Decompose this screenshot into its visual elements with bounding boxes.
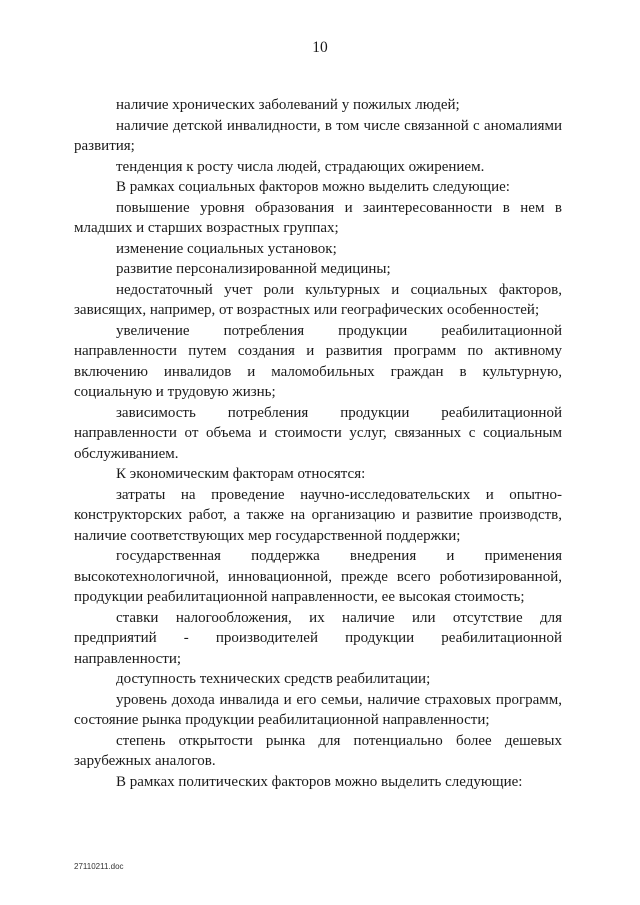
paragraph: В рамках социальных факторов можно выделить следующие: [116,179,510,195]
paragraph: увеличение потребления продукции реабилитационной направленности путем создания и развития программ по активному включению инвалидов и маломобильных граждан в культурную, социальную и трудовую жизнь; [74,322,562,400]
paragraph: изменение социальных установок; [116,240,337,257]
paragraph: затраты на проведение научно-исследовательских и опытно-конструкторских работ, а также на организацию и развитие производств, наличие соответствующих мер государственной поддержки; [74,486,562,544]
paragraph: В рамках политических факторов можно выделить следующие: [116,773,523,790]
paragraph: степень открытости рынка для потенциально более дешевых зарубежных аналогов. [74,732,562,769]
paragraph: недостаточный учет роли культурных и социальных факторов, зависящих, например, от возрастных или географических особенностей; [74,281,562,318]
paragraph: повышение уровня образования и заинтересованности в нем в младших и старших возрастных группах; [74,199,562,236]
document-body [74,95,562,792]
paragraph: К экономическим факторам относятся: [116,466,366,482]
paragraph: наличие хронических заболеваний у пожилых людей; [116,97,460,113]
paragraph: ставки налогообложения, их наличие или отсутствие для предприятий - производителей продукции реабилитационной направленности; [74,609,562,667]
paragraph: тенденция к росту числа людей, страдающих ожирением. [116,158,485,175]
page-number: 10 [312,39,328,56]
paragraph: развитие персонализированной медицины; [116,261,391,277]
paragraph: доступность технических средств реабилитации; [116,671,431,687]
paragraph: уровень дохода инвалида и его семьи, наличие страховых программ, состояние рынка продукции реабилитационной направленности; [74,691,562,728]
paragraph: государственная поддержка внедрения и применения высокотехнологичной, инновационной, прежде всего роботизированной, продукции реабилитационной направленности, ее высокая стоимость; [74,548,562,605]
paragraph: зависимость потребления продукции реабилитационной направленности от объема и стоимости услуг, связанных с социальным обслуживанием. [74,404,562,462]
paragraph: наличие детской инвалидности, в том числе связанной с аномалиями развития; [74,117,562,154]
footer-filename: 27110211.doc [74,862,124,871]
